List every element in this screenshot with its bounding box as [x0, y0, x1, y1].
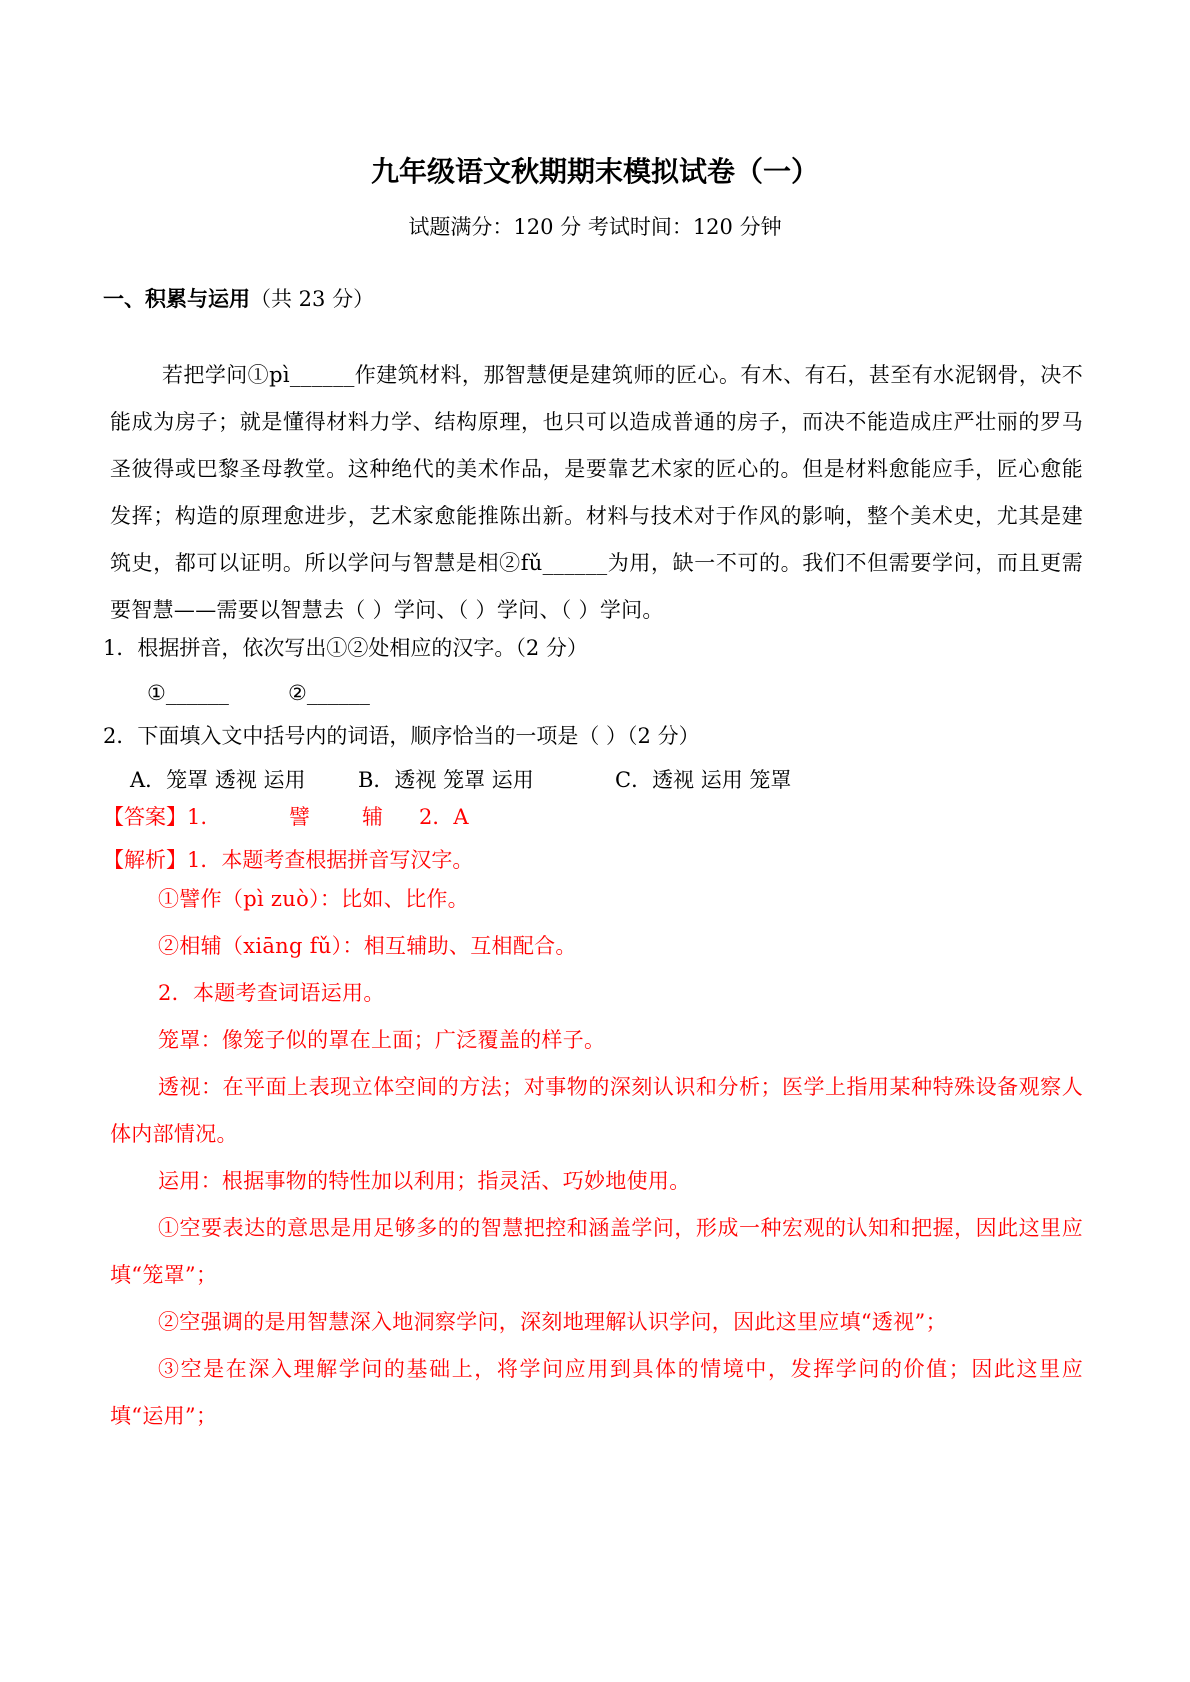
passage-text: 若把学问①pì______作建筑材料，那智慧便是建筑师的匠心。有木、有石，甚至有水泥钢骨，决不能成为房子；就是懂得材料力学、结构原理，也只可以造成普通的房子，而决不能造成庄严壮丽的罗马圣彼得或巴黎圣母教堂。这种绝代的美术作品，是要靠艺术家的匠心的。但是材料愈能应手，匠心愈能发挥；构造的原理愈进步，艺术家愈能推陈出新。材料与技术对于作风的影响，整个美术史，尤其是建筑史，都可以证明。所以学问与智慧是相②fǔ______为用，缺一不可的。我们不但需要学问，而且更需要智慧——需要以智慧去（ ）学问、（ ）学问、（ ）学问。	[110, 363, 1083, 622]
section-title: 一、积累与运用	[103, 287, 250, 311]
section-heading	[103, 284, 374, 314]
answer-1: 譬	[289, 805, 311, 829]
analysis-line-6: 运用：根据事物的特性加以利用；指灵活、巧妙地使用。	[158, 1169, 691, 1193]
analysis-line-4: 笼罩：像笼子似的罩在上面；广泛覆盖的样子。	[158, 1028, 606, 1052]
analysis-line-9: ③空是在深入理解学问的基础上，将学问应用到具体的情境中，发挥学问的价值；因此这里应填“运用”；	[110, 1357, 1083, 1428]
q2-option-c: C．透视 运用 笼罩	[615, 768, 792, 792]
q1-blank-1: ①______	[147, 681, 229, 705]
question-1: 1．根据拼音，依次写出①②处相应的汉字。（2 分）	[103, 636, 588, 660]
analysis-label: 【解析】1．本题考查根据拼音写汉字。	[103, 848, 474, 872]
answer-3: 2．A	[419, 805, 469, 829]
analysis-body	[110, 876, 1083, 1440]
analysis-line-1: ①譬作（pì zuò）：比如、比作。	[158, 887, 469, 911]
answer-line	[103, 802, 469, 832]
answer-label: 【答案】1.	[103, 805, 208, 829]
exam-subtitle: 试题满分：120 分 考试时间：120 分钟	[408, 215, 782, 239]
section-score: （共 23 分）	[250, 287, 375, 311]
analysis-line-7: ①空要表达的意思是用足够多的的智慧把控和涵盖学问，形成一种宏观的认知和把握，因此这里应填“笼罩”；	[110, 1216, 1083, 1287]
analysis-line-8: ②空强调的是用智慧深入地洞察学问，深刻地理解认识学问，因此这里应填“透视”；	[158, 1310, 947, 1334]
answer-2: 辅	[362, 805, 384, 829]
reading-passage	[110, 352, 1083, 634]
analysis-line-5: 透视：在平面上表现立体空间的方法；对事物的深刻认识和分析；医学上指用某种特殊设备观察人体内部情况。	[110, 1075, 1083, 1146]
q1-blank-2: ②______	[288, 681, 370, 705]
q2-option-a: A．笼罩 透视 运用	[130, 768, 306, 792]
q2-option-b: B．透视 笼罩 运用	[358, 768, 534, 792]
question-2: 2．下面填入文中括号内的词语，顺序恰当的一项是（ ）（2 分）	[103, 724, 700, 748]
exam-title: 九年级语文秋期期末模拟试卷（一）	[370, 155, 819, 188]
analysis-line-3: 2．本题考查词语运用。	[158, 981, 385, 1005]
analysis-line-2: ②相辅（xiāng fǔ）：相互辅助、互相配合。	[158, 934, 577, 958]
